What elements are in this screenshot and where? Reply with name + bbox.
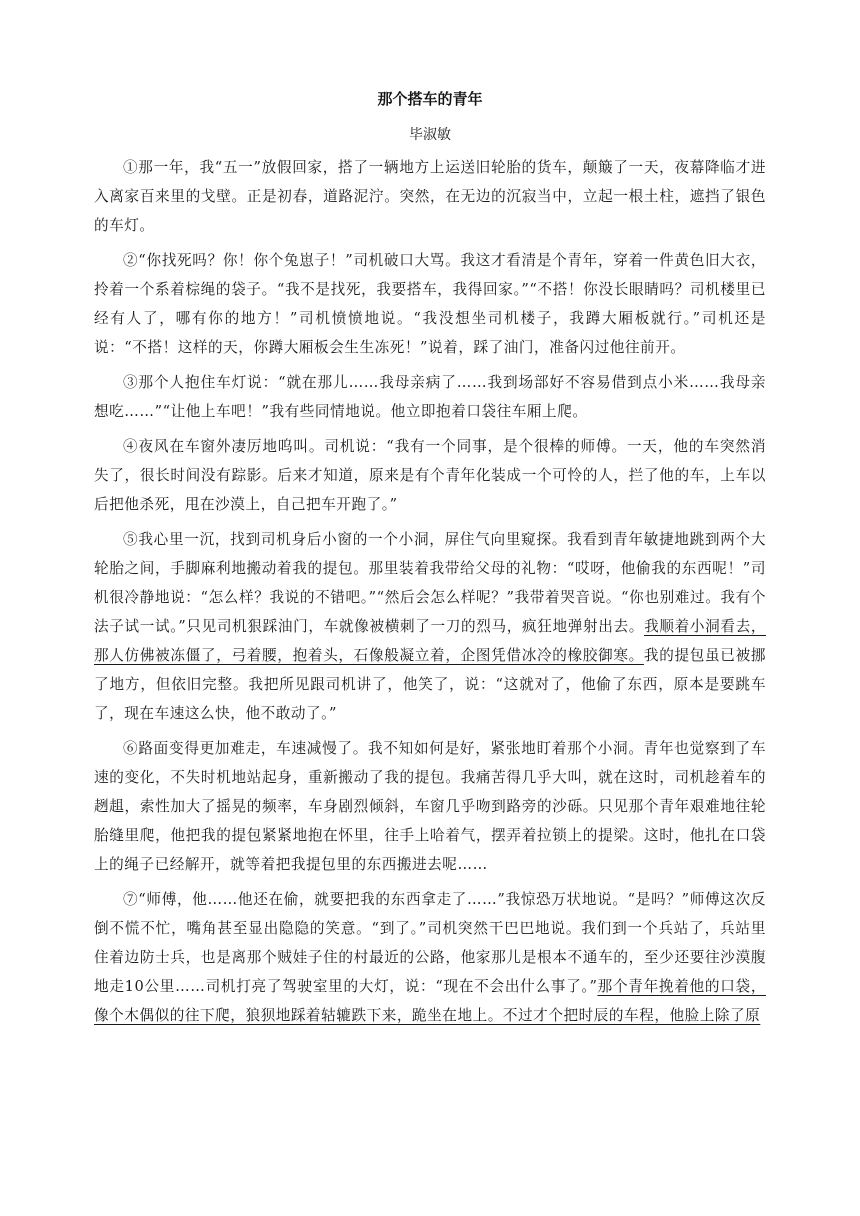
paragraph-text: ④夜风在车窗外凄厉地呜叫。司机说：“我有一个同事，是个很棒的师傅。一天，他的车突然消失了，很长时间没有踪影。后来才知道，原来是有个青年化装成一个可怜的人，拦了他的车，上车以后把他杀死，甩在沙漠上，自己把车开跑了。” <box>94 438 766 513</box>
paragraph-text: ③那个人抱住车灯说：“就在那儿……我母亲病了……我到场部好不容易借到点小米……我母亲想吃……”“让他上车吧！”我有些同情地说。他立即抱着口袋往车厢上爬。 <box>94 374 766 420</box>
paragraph-5 <box>94 525 766 728</box>
article-title: 那个搭车的青年 <box>377 90 483 108</box>
paragraph-3 <box>94 368 766 426</box>
paragraph-text: ⑦“师傅，他……他还在偷，就要把我的东西拿走了……”我惊恐万状地说。“是吗？”师傅这次反倒不慌不忙，嘴角甚至显出隐隐的笑意。“到了。”司机突然干巴巴地说。我们到一个兵站了，兵站里住着边防士兵，也是离那个贼娃子住的村最近的公路，他家那儿是根本不通车的，至少还要往沙漠腹地走10公里……司机打亮了驾驶室里的大灯，说：“现在不会出什么事了。” <box>94 891 766 995</box>
paragraph-2 <box>94 246 766 362</box>
author-name: 毕淑敏 <box>409 127 451 143</box>
underlined-sentence: 我顺着小洞看去，那人仿佛被冻僵了，弓着腰，抱着头，石像般凝立着，企图凭借冰冷的橡胶御寒。 <box>94 618 767 664</box>
underlined-sentence: 那个青年挽着他的口袋，像个木偶似的往下爬，狼狈地踩着轱辘跌下来，跪坐在地上。不过才个把时辰的车程，他脸上除了原 <box>94 978 766 1024</box>
paragraph-4 <box>94 432 766 519</box>
paragraph-6 <box>94 734 766 879</box>
paragraph-text: ⑤我心里一沉，找到司机身后小窗的一个小洞，屏住气向里窥探。我看到青年敏捷地跳到两个大轮胎之间，手脚麻利地搬动着我的提包。那里装着我带给父母的礼物：“哎呀，他偷我的东西呢！”司机很冷静地说：“怎么样？我说的不错吧。”“然后会怎么样呢？”我带着哭音说。“你也别难过。我有个法子试一试。”只见司机狠踩油门，车就像被横刺了一刀的烈马，疯狂地弹射出去。 <box>94 531 766 635</box>
paragraph-text: ⑥路面变得更加难走，车速减慢了。我不知如何是好，紧张地盯着那个小洞。青年也觉察到了车速的变化，不失时机地站起身，重新搬动了我的提包。我痛苦得几乎大叫，就在这时，司机趁着车的趔趄，索性加大了摇晃的频率，车身剧烈倾斜，车窗几乎吻到路旁的沙砾。只见那个青年艰难地往轮胎缝里爬，他把我的提包紧紧地抱在怀里，往手上哈着气，摆弄着拉锁上的提梁。这时，他扎在口袋上的绳子已经解开，就等着把我提包里的东西搬进去呢…… <box>94 740 766 873</box>
paragraph-text: 我的提包虽已被挪了地方，但依旧完整。我把所见跟司机讲了，他笑了，说：“这就对了，他偷了东西，原本是要跳车了，现在车速这么快，他不敢动了。” <box>94 647 766 722</box>
paragraph-text: ①那一年，我“五一”放假回家，搭了一辆地方上运送旧轮胎的货车，颠簸了一天，夜幕降临才进入离家百来里的戈壁。正是初春，道路泥泞。突然，在无边的沉寂当中，立起一根土柱，遮挡了银色的车灯。 <box>94 159 766 234</box>
paragraph-7 <box>94 885 766 1030</box>
article-body <box>94 153 766 1036</box>
paragraph-1 <box>94 153 766 240</box>
paragraph-text: ②“你找死吗？你！你个兔崽子！”司机破口大骂。我这才看清是个青年，穿着一件黄色旧大衣，拎着一个系着棕绳的袋子。“我不是找死，我要搭车，我得回家。”“不搭！你没长眼睛吗？司机楼里已经有人了，哪有你的地方！”司机愤愤地说。“我没想坐司机楼子，我蹲大厢板就行。”司机还是说：“不搭！这样的天，你蹲大厢板会生生冻死！”说着，踩了油门，准备闪过他往前开。 <box>94 252 766 356</box>
